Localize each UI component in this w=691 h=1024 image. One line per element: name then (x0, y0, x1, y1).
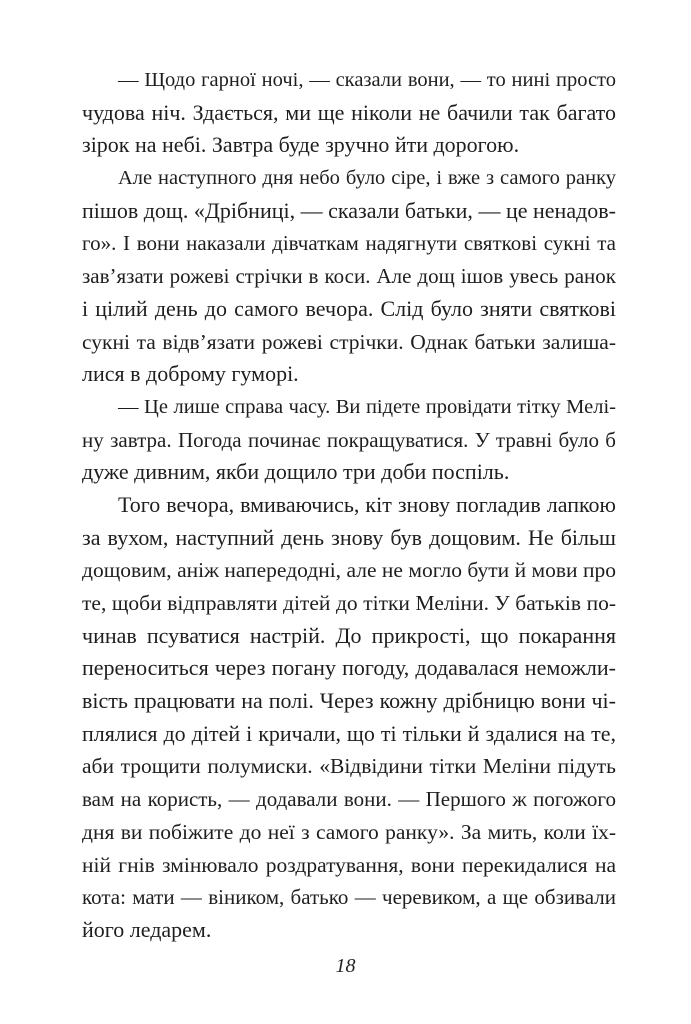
text-line: переноситься через погану погоду, додавалася неможли- (82, 655, 616, 681)
text-line: ній гнів змінювало роздратування, вони перекидалися на (82, 852, 616, 877)
text-line: Того вечора, вмиваючись, кіт знову погладив лапкою (118, 491, 616, 517)
text-line: чинав псуватися настрій. До прикрості, що покарання (82, 622, 616, 648)
text-line: зірок на небі. Завтра буде зручно йти дорогою. (82, 132, 520, 158)
text-line: — Щодо гарної ночі, — сказали вони, — то нині просто (118, 69, 616, 91)
text-line: зав’язати рожеві стрічки в коси. Але дощ ішов увесь ранок (82, 264, 616, 289)
text-line: лися в доброму гуморі. (82, 361, 299, 387)
text-line: Але наступного дня небо було сіре, і вже з самого ранку (118, 167, 616, 190)
text-line: кота: мати — віником, батько — черевиком, а ще обзивали (82, 885, 616, 910)
text-line: дня ви побіжите до неї з самого ранку». За мить, коли їх- (82, 819, 616, 844)
text-line: аби трощити полумиски. «Відвідини тітки Меліни підуть (82, 754, 616, 779)
text-line: — Це лише справа часу. Ви підете провідати тітку Мелі- (118, 395, 616, 418)
text-line: те, щоби відправляти дітей до тітки Меліни. У батьків по- (82, 591, 616, 615)
text-line: чудова ніч. Здається, ми ще ніколи не бачили так багато (82, 99, 616, 125)
text-line: дощовим, аніж напередодні, але не могло бути й мови про (82, 558, 616, 583)
body-text (82, 64, 616, 947)
text-line: сукні та відв’язати рожеві стрічки. Однак батьки залиша- (82, 329, 616, 354)
page-number: 18 (335, 955, 356, 977)
text-line: пішов дощ. «Дрібниці, — сказали батьки, — це ненадов- (82, 197, 616, 223)
text-line: плялися до дітей і кричали, що ті тільки й здалися на те, (82, 720, 616, 746)
text-line: за вухом, наступний день знову був дощовим. Не більш (82, 524, 616, 550)
text-line: ну завтра. Погода починає покращуватися. У травні було б (82, 427, 616, 452)
text-line: і цілий день до самого вечора. Слід було зняти святкові (82, 295, 616, 321)
text-line: вість працювати на полі. Через кожну дрібницю вони чі- (82, 688, 616, 714)
text-line: вам на користь, — додавали вони. — Першого ж погожого (82, 787, 616, 812)
text-line: го». І вони наказали дівчаткам надягнути святкові сукні та (82, 231, 616, 256)
text-line: його ледарем. (82, 916, 212, 942)
text-line: дуже дивним, якби дощило три доби поспіль. (82, 459, 510, 485)
